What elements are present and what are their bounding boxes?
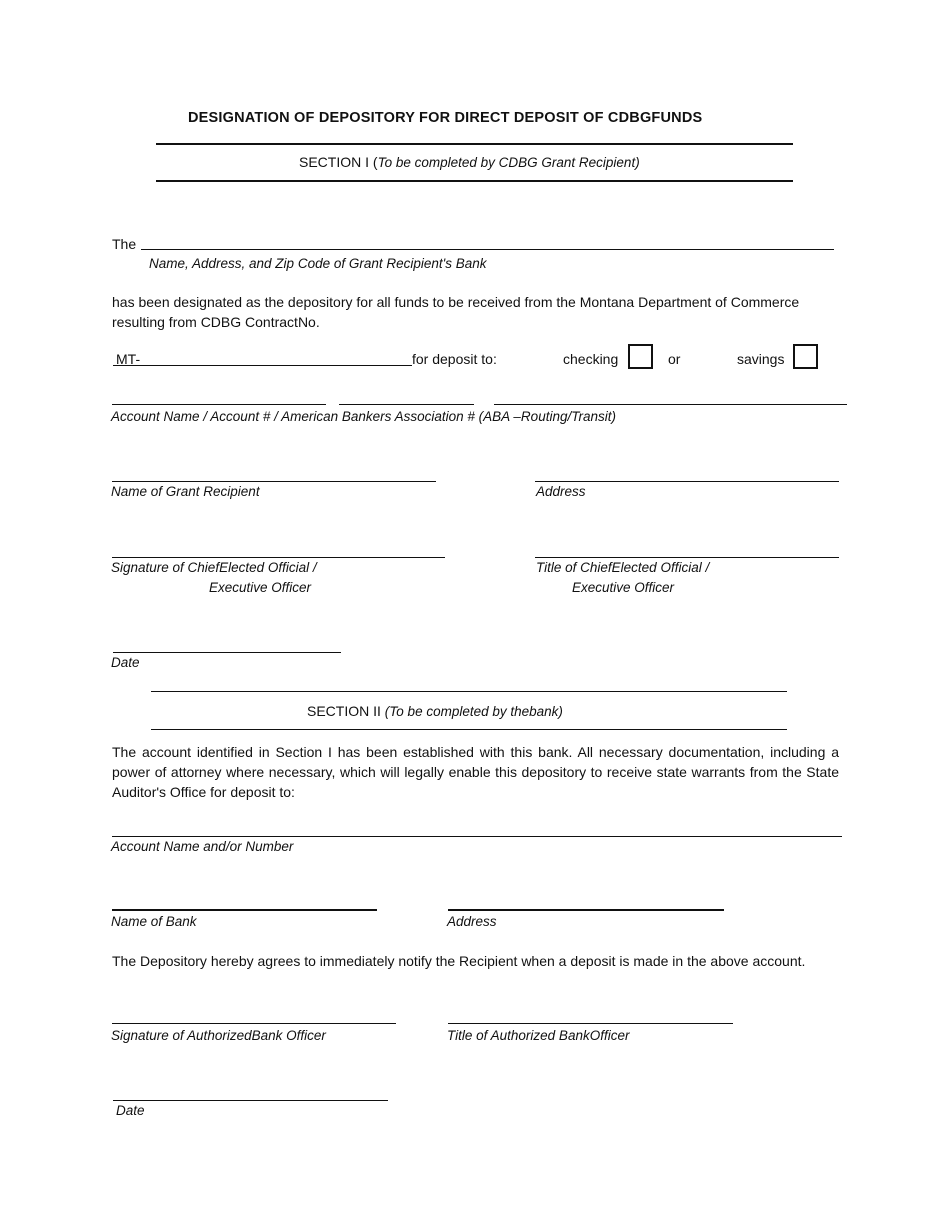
section1-note: To be completed by CDBG Grant Recipient) [377,155,640,170]
recipient-address-caption: Address [536,484,586,499]
grant-recipient-field[interactable] [112,481,436,482]
grant-recipient-caption: Name of Grant Recipient [111,484,260,499]
aba-routing-field[interactable] [494,404,847,405]
bank-officer-signature-field[interactable] [112,1023,396,1024]
official-signature-field[interactable] [112,557,445,558]
section1-top-rule [156,143,793,145]
section1-heading [299,154,640,170]
section2-intro-text: The account identified in Section I has been established with this bank. All necessary documentation, including a power of attorney where necessary, which will legally enable this depository to receive state warrants from the State Auditor's Office for deposit to: [112,744,839,800]
section2-date-caption: Date [116,1103,145,1118]
designation-text: has been designated as the depository for all funds to be received from the Montana Department of Commerce resulting from CDBG ContractNo. [112,294,800,330]
section1-date-caption: Date [111,655,140,670]
section2-heading [307,703,563,719]
the-label: The [112,236,137,252]
agreement-text: The Depository hereby agrees to immediately notify the Recipient when a deposit is made in the above account. [112,953,806,969]
checking-label: checking [563,351,619,367]
bank-name-field[interactable] [141,249,834,250]
bank-officer-signature-caption: Signature of AuthorizedBank Officer [111,1028,326,1043]
official-title-caption-1: Title of ChiefElected Official / [536,560,710,575]
contract-prefix: MT- [116,351,141,367]
official-title-caption-2: Executive Officer [572,580,675,595]
bank-account-caption: Account Name and/or Number [111,839,294,854]
official-title-field[interactable] [535,557,839,558]
section1-label: SECTION I ( [299,154,378,170]
bank-address-caption: Address [447,914,497,929]
section2-bottom-rule [151,729,787,730]
section1-date-field[interactable] [113,652,341,653]
section2-label: SECTION II [307,703,381,719]
account-number-field[interactable] [339,404,474,405]
bank-account-field[interactable] [112,836,842,837]
bank-name-field-2[interactable] [112,909,377,911]
bank-name-caption: Name, Address, and Zip Code of Grant Recipient's Bank [149,256,487,271]
recipient-address-field[interactable] [535,481,839,482]
account-caption: Account Name / Account # / American Bankers Association # (ABA –Routing/Transit) [111,409,616,424]
account-name-field[interactable] [112,404,326,405]
section2-top-rule [151,691,787,692]
or-label: or [668,351,681,367]
official-signature-caption-1: Signature of ChiefElected Official / [111,560,317,575]
section1-bottom-rule [156,180,793,182]
bank-name-caption-2: Name of Bank [111,914,197,929]
savings-checkbox[interactable] [793,344,818,369]
deposit-to-label: for deposit to: [412,351,497,367]
page-title: DESIGNATION OF DEPOSITORY FOR DIRECT DEPOSIT OF CDBGFUNDS [188,110,703,126]
section2-date-field[interactable] [113,1100,388,1101]
section2-note: (To be completed by thebank) [384,704,563,719]
bank-address-field[interactable] [448,909,724,911]
official-signature-caption-2: Executive Officer [209,580,312,595]
bank-officer-title-caption: Title of Authorized BankOfficer [447,1028,630,1043]
bank-officer-title-field[interactable] [448,1023,733,1024]
contract-number-field[interactable] [113,365,412,366]
checking-checkbox[interactable] [628,344,653,369]
savings-label: savings [737,351,785,367]
